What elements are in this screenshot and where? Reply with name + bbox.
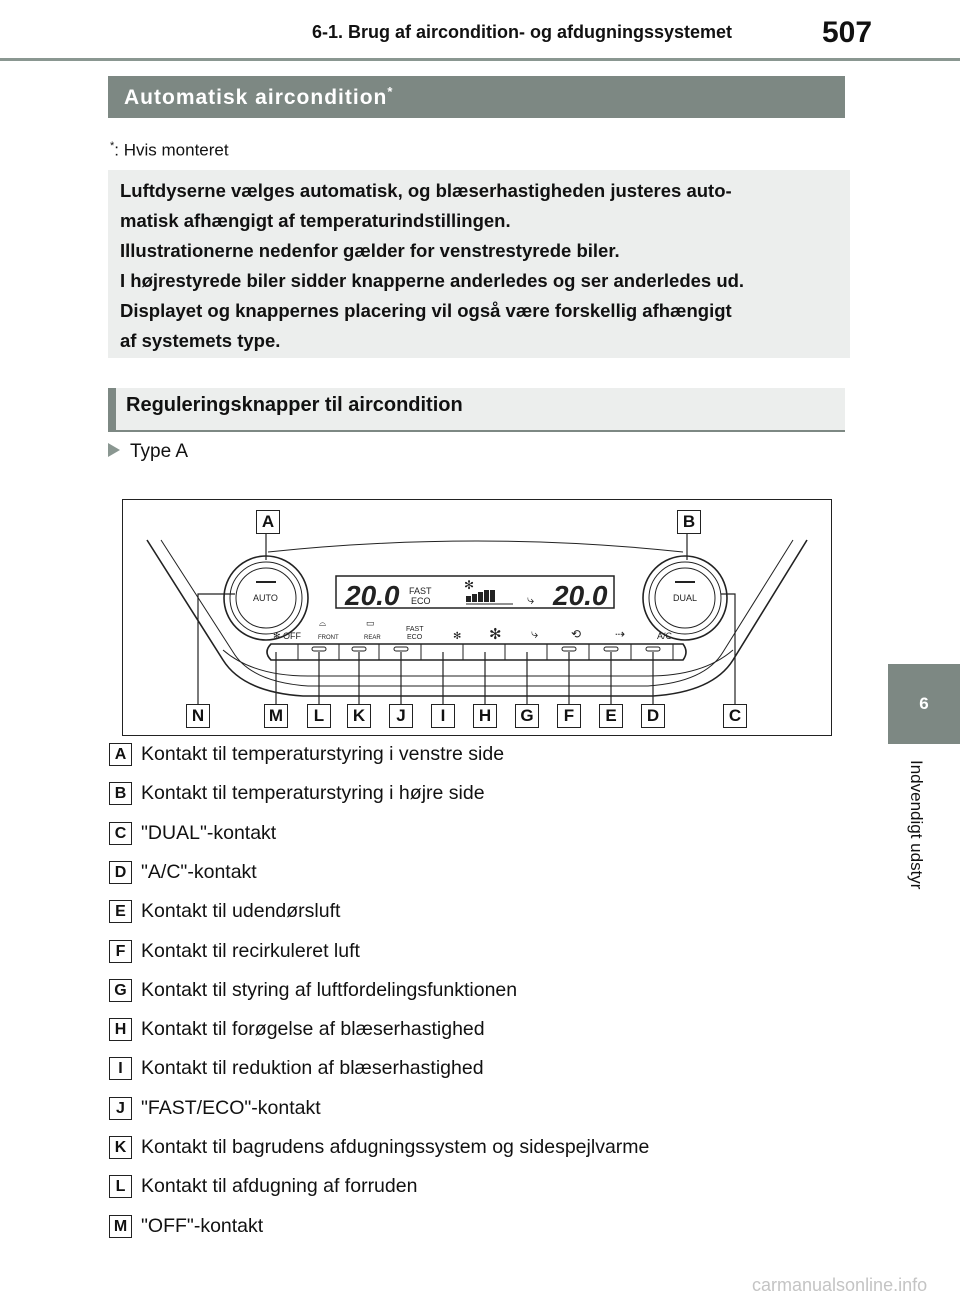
- callout-n: N: [186, 704, 210, 728]
- section-title: [124, 84, 393, 110]
- fast-button-label: FAST: [406, 626, 424, 633]
- callout-i: I: [431, 704, 455, 728]
- callout-e: E: [599, 704, 623, 728]
- legend-key: H: [109, 1018, 132, 1041]
- indicator-led: [352, 647, 366, 651]
- callout-b: B: [677, 510, 701, 534]
- legend-text: "FAST/ECO"-kontakt: [141, 1096, 321, 1119]
- legend-text: "A/C"-kontakt: [141, 860, 257, 883]
- ac-control-panel-diagram: [122, 499, 832, 736]
- airflow-mode-icon: ⤷: [531, 626, 539, 641]
- legend-key: I: [109, 1057, 132, 1080]
- callout-d: D: [641, 704, 665, 728]
- intro-line: Luftdyserne vælges automatisk, og blæserhastigheden justeres auto-: [120, 180, 732, 201]
- callout-f: F: [557, 704, 581, 728]
- fan-up-icon: ✻: [489, 626, 502, 643]
- chapter-header-title: 6-1. Brug af aircondition- og afdugningssystemet: [312, 22, 733, 42]
- section-heading-controls: [108, 388, 845, 432]
- triangle-bullet-icon: [108, 443, 120, 457]
- chapter-tab: [888, 664, 960, 744]
- outside-air-icon: ⇢: [615, 627, 626, 641]
- legend-key: D: [109, 861, 132, 884]
- legend-key: C: [109, 822, 132, 845]
- bottom-leader-lines: [198, 594, 735, 704]
- indicator-led: [394, 647, 408, 651]
- off-button-label: OFF: [283, 631, 301, 641]
- auto-knob-label: AUTO: [253, 593, 278, 603]
- legend-text: "DUAL"-kontakt: [141, 821, 277, 844]
- legend-text: "OFF"-kontakt: [141, 1214, 264, 1237]
- display-eco: ECO: [411, 596, 431, 606]
- legend-text: Kontakt til recirkuleret luft: [141, 939, 360, 962]
- callout-m: M: [264, 704, 288, 728]
- legend-text: Kontakt til udendørsluft: [141, 900, 341, 923]
- eco-button-label: ECO: [407, 634, 423, 641]
- type-label-text: Type A: [130, 441, 189, 462]
- intro-text: [120, 176, 845, 356]
- legend-text: Kontakt til styring af luftfordelingsfunktionen: [141, 978, 518, 1001]
- legend-key: G: [109, 979, 132, 1002]
- display-right-temp: 20.0: [553, 580, 608, 611]
- display-left-temp: 20.0: [345, 580, 400, 611]
- section-title-text: Automatisk aircondition: [124, 86, 388, 109]
- intro-line: matisk afhængigt af temperaturindstillingen.: [120, 210, 511, 231]
- callout-g: G: [515, 704, 539, 728]
- recirculate-icon: ⟲: [571, 627, 582, 641]
- legend-key: K: [109, 1136, 132, 1159]
- page-number: 507: [822, 16, 873, 49]
- leader-line-c: [721, 594, 735, 704]
- footnote-mark: *: [387, 84, 394, 99]
- rear-button-label: REAR: [364, 635, 381, 641]
- watermark: carmanualsonline.info: [752, 1275, 928, 1295]
- legend-key: E: [109, 900, 132, 923]
- legend-key: J: [109, 1097, 132, 1120]
- legend-key: A: [109, 743, 132, 766]
- legend-text: Kontakt til temperaturstyring i højre side: [141, 782, 485, 805]
- legend-text: Kontakt til reduktion af blæserhastighed: [141, 1057, 484, 1080]
- front-button-label: FRONT: [318, 635, 339, 641]
- indicator-led: [562, 647, 576, 651]
- callout-l: L: [307, 704, 331, 728]
- intro-line: Illustrationerne nedenfor gælder for venstrestyrede biler.: [120, 240, 620, 261]
- chapter-label: Indvendigt udstyr: [907, 760, 926, 890]
- dual-knob-label: DUAL: [673, 593, 698, 603]
- legend-key: F: [109, 940, 132, 963]
- callout-a: A: [256, 510, 280, 534]
- display-airflow-icon: ⤷: [527, 592, 535, 607]
- legend-text: Kontakt til temperaturstyring i venstre side: [141, 743, 505, 765]
- callout-h: H: [473, 704, 497, 728]
- control-panel-illustration: [123, 500, 830, 734]
- indicator-led: [604, 647, 618, 651]
- indicator-led: [312, 647, 326, 651]
- section-title: Reguleringsknapper til aircondition: [126, 394, 463, 416]
- legend-text: Kontakt til afdugning af forruden: [141, 1175, 418, 1198]
- section-heading-automatic-ac: [108, 76, 845, 118]
- display-fast: FAST: [409, 586, 432, 596]
- footnote: [110, 140, 229, 161]
- callout-c: C: [723, 704, 747, 728]
- chapter-number: 6: [919, 694, 929, 713]
- fan-down-icon: ✻: [453, 631, 462, 642]
- callout-k: K: [347, 704, 371, 728]
- type-label: [108, 441, 188, 463]
- callout-j: J: [389, 704, 413, 728]
- legend-key: L: [109, 1175, 132, 1198]
- intro-line: I højrestyrede biler sidder knapperne anderledes og ser anderledes ud.: [120, 270, 745, 291]
- intro-box: [108, 170, 850, 358]
- front-defrost-icon: ⌓: [319, 618, 327, 628]
- header-divider: [0, 58, 960, 61]
- intro-line: af systemets type.: [120, 330, 281, 351]
- display-fan-icon: ✻: [464, 578, 475, 592]
- ac-button-label: A/C: [657, 631, 673, 641]
- heading-accent-bar: [108, 388, 116, 432]
- legend-key: B: [109, 782, 132, 805]
- legend-key: M: [109, 1215, 132, 1238]
- legend-text: Kontakt til forøgelse af blæserhastighed: [141, 1018, 485, 1041]
- off-fan-icon: ✻: [273, 631, 281, 641]
- rear-defrost-icon: ▭: [366, 618, 375, 628]
- indicator-led: [646, 647, 660, 651]
- footnote-mark: *: [110, 140, 115, 152]
- footnote-text: : Hvis monteret: [114, 140, 229, 160]
- intro-line: Displayet og knappernes placering vil også være forskellig afhængigt: [120, 300, 732, 321]
- legend-text: Kontakt til bagrudens afdugningssystem og sidespejlvarme: [141, 1136, 650, 1158]
